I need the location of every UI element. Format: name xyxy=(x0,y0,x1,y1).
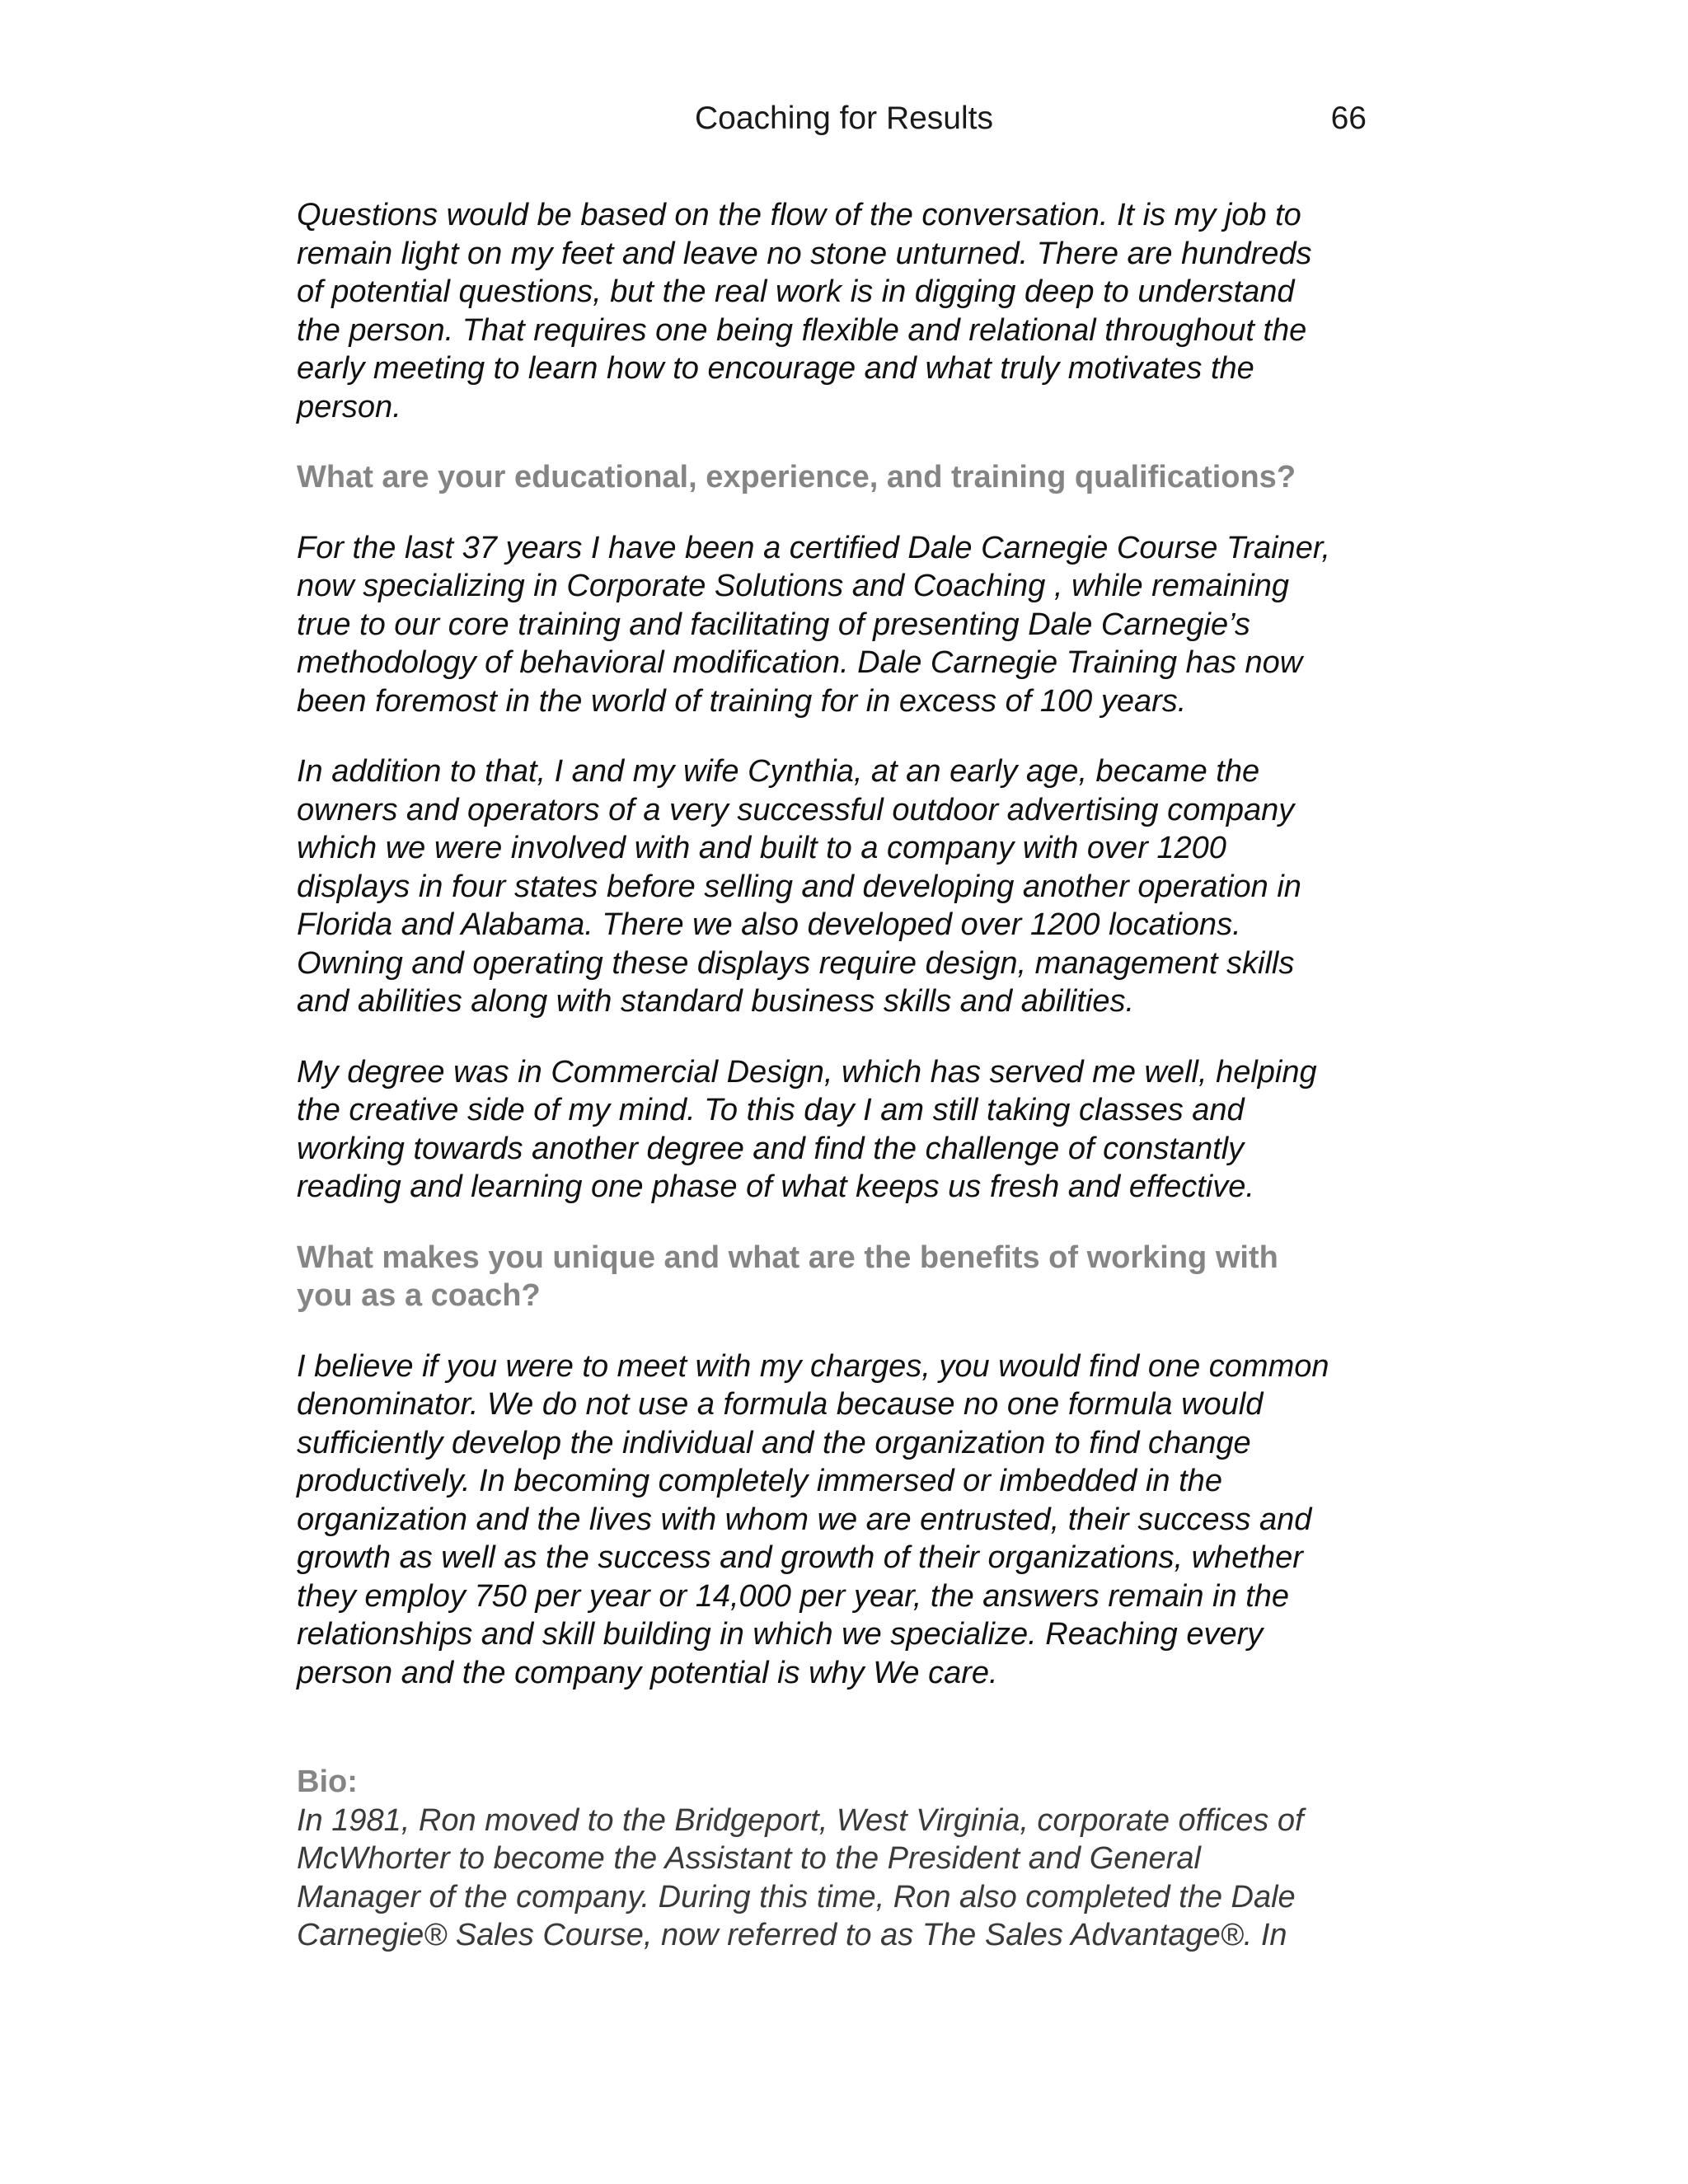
bio-paragraph: In 1981, Ron moved to the Bridgeport, West Virginia, corporate offices of McWhorter to become the Assistant to the President and General Manager of the company. During this time, Ron also completed the Dale Carnegie® Sales Course, now referred to as The Sales Advantage®. In xyxy=(297,1802,1304,1952)
page-header xyxy=(0,97,1688,140)
bio-heading: Bio: xyxy=(297,1765,358,1799)
page-content xyxy=(297,196,1393,1955)
paragraph-commercial-design: My degree was in Commercial Design, which has served me well, helping the creative side of my mind. To this day I am still taking classes and working towards another degree and find the challenge of constantly reading and learning one phase of what keeps us fresh and effective. xyxy=(297,1054,1317,1204)
paragraph-common-denominator: I believe if you were to meet with my charges, you would find one common denominator. We do not use a formula because no one formula would sufficiently develop the individual and the organization to find change productively. In becoming completely immersed or imbedded in the organization and the lives with whom we are entrusted, their success and growth as well as the success and growth of their organizations, whether they employ 750 per year or 14,000 per year, the answers remain in the relationships and skill building in which we specialize. Reaching every person and the company potential is why We care. xyxy=(297,1348,1329,1690)
paragraph-carnegie-trainer: For the last 37 years I have been a certified Dale Carnegie Course Trainer, now specializing in Corporate Solutions and Coaching , while remaining true to our core training and facilitating of presenting Dale Carnegie’s methodology of behavioral modification. Dale Carnegie Training has now been foremost in the world of training for in excess of 100 years. xyxy=(297,530,1330,719)
paragraph-outdoor-advertising: In addition to that, I and my wife Cynthia, at an early age, became the owners and operators of a very successful outdoor advertising company which we were involved with and built to a company with over 1200 displays in four states before selling and developing another operation in Florida and Alabama. There we also developed over 1200 locations. Owning and operating these displays require design, management skills and abilities along with standard business skills and abilities. xyxy=(297,754,1301,1019)
question-unique-benefits: What makes you unique and what are the benefits of working with you as a coach? xyxy=(297,1240,1278,1313)
page-number: 66 xyxy=(1330,101,1367,136)
running-title: Coaching for Results xyxy=(694,101,993,136)
section-spacer xyxy=(297,1724,1393,1763)
paragraph-questions-flow: Questions would be based on the flow of the conversation. It is my job to remain light on my feet and leave no stone unturned. There are hundreds of potential questions, but the real work is in digging deep to understand the person. That requires one being flexible and relational throughout the early meeting to learn how to encourage and what truly motivates the person. xyxy=(297,198,1312,424)
question-qualifications: What are your educational, experience, and training qualifications? xyxy=(297,460,1296,494)
